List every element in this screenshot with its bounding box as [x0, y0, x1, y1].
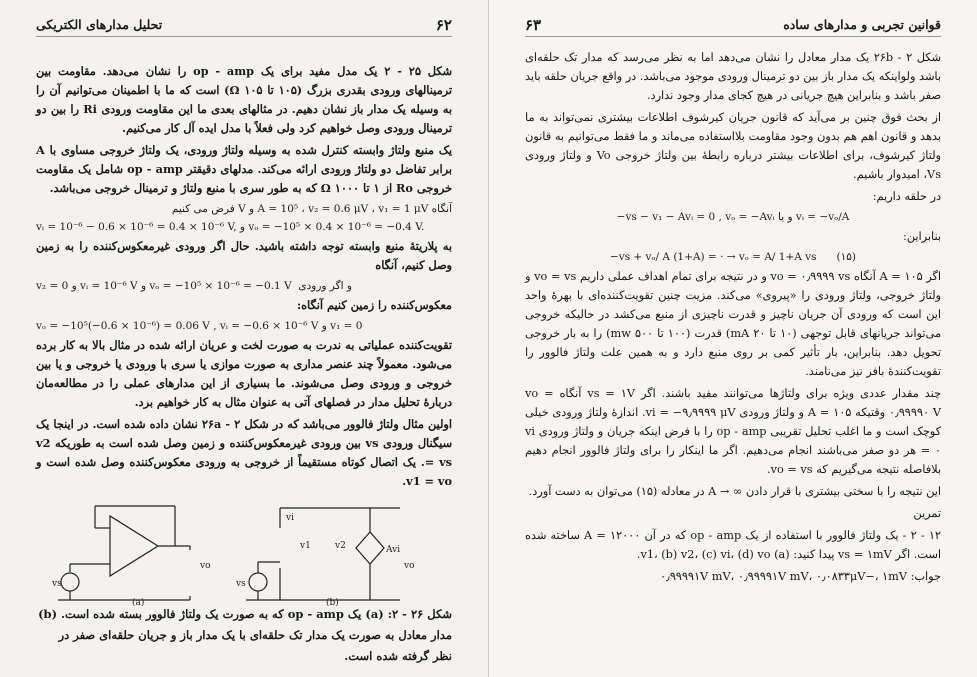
- right-page-body: [525, 48, 941, 589]
- v2-label: v2: [335, 541, 346, 551]
- paragraph: تقویت‌کننده عملیاتی به ندرت به صورت لخت و عریان ارائه شده در مثال بالا به کار برده می‌شود. معمولاً چند عنصر مداری به صورت موازی یا سری با ورودی یا خروجی و یا بین خروجی و ورودی وصل می‌شوند. ما بسیاری از این مدارهای عملی را در مطالعه‌مان دربارهٔ تحلیل مدار در فصلهای آتی به عنوان مثال به کار خواهیم برد.: [36, 338, 452, 409]
- circuit-figure: [40, 498, 430, 606]
- paragraph: یک منبع ولتاژ وابسته کنترل شده به وسیله ولتاژ ورودی، یک ولتاژ خروجی مساوی با A برابر تفاضل دو ولتاژ ورودی ارائه می‌کند. مدلهای دقیقتر op - amp شامل یک مقاومت خروجی Ro از ۱ تا ۱۰۰۰ Ω که به طور سری با منبع ولتاژ و ترمینال خروجی می‌باشد.: [36, 143, 452, 195]
- vo-label-b: vo: [404, 561, 415, 571]
- gain-label: Avi: [386, 545, 401, 555]
- exercise-answer: جواب: ۰٫۹۹۹۹۱V mV، ۰٫۹۹۹۹۱V mV، ۰٫۰۸۳۳μV−، ۱mV: [659, 570, 941, 583]
- equation-tail: و اگر ورودی: [298, 280, 352, 292]
- right-page: [489, 0, 977, 677]
- equation: vₒ = −10⁵(−0.6 × 10⁻⁶) = 0.06 V , vᵢ = −0.6 × 10⁻⁶ V و v₁ = 0: [36, 320, 363, 332]
- vs-label-a: vs: [52, 579, 62, 589]
- paragraph: اگر A = ۱۰۵ آنگاه vo = ۰٫۹۹۹۹ vs و در نتیجه برای تمام اهداف عملی داریم vo = vs و ولتاژ خروجی، ولتاژ ورودی را «پیروی» می‌کند. مزیت چنین تقویت‌کننده‌ای با بهرهٔ واحد این است که ورودی آن جریان ناچیز و قدرت ناچیزی از منبع می‌کشد در حالیکه خروجی می‌تواند جریانهای قابل توجهی (۱۰ تا ۲۰ mA) قدرت (۱۰۰ تا ۵۰۰ mw) را به بار خروجی تحویل دهد. بنابراین، بار تأثیر کمی بر روی منبع دارد و به همین علت ولتاژ فالوور را تقویت‌کنندهٔ بافر نیز می‌نامند.: [525, 270, 941, 378]
- circuit-diagram: [40, 498, 430, 606]
- left-page-body: [36, 62, 452, 494]
- running-title: تحلیل مدارهای الکتریکی: [36, 17, 163, 32]
- vs-label-b: vs: [236, 579, 246, 589]
- exercise-text: ۱۲ - ۲ - یک ولتاژ فالوور با استفاده از یک op - amp که در آن A = ۱۲۰۰۰ ساخته شده است. اگر vs = ۱mV پیدا کنید: (a) v1، (b) v2، (c) vi، (d) vo.: [525, 529, 941, 561]
- equation: [525, 249, 941, 266]
- equation-body: −vs + vₒ/ A (1+A) = · → vₒ = A/ 1+A vs: [609, 251, 817, 263]
- paragraph: بنابراین:: [902, 230, 941, 243]
- page-number: ۶۲: [435, 16, 452, 34]
- paragraph: معکوس‌کننده را زمین کنیم آنگاه:: [296, 298, 452, 312]
- paragraph: شکل ۲۶b - ۲ یک مدار معادل را نشان می‌دهد اما به نظر می‌رسد که مدار تک حلقه‌ای باشد ولواینکه یک مدار باز بین دو ترمینال ورودی موجود می‌باشد. در واقع جریان حلقه باید صفر باشد و بنابراین هیچ جریانی در هیچ کجای مدار وجود ندارد.: [525, 51, 942, 102]
- v1-label: v1: [300, 541, 311, 551]
- paragraph: به پلاریتهٔ منبع وابسته توجه داشته باشید. حال اگر ورودی غیرمعکوس‌کننده را به زمین وصل کنیم، آنگاه: [36, 239, 452, 272]
- paragraph: در حلقه داریم:: [872, 190, 941, 203]
- equation: vᵢ = 10⁻⁶ − 0.6 × 10⁻⁶ = 0.4 × 10⁻⁶ V, و vₒ = −10⁵ × 0.4 × 10⁻⁶ = −0.4 V.: [36, 221, 425, 233]
- page-number: ۶۳: [525, 16, 542, 34]
- right-page-header: [525, 14, 941, 37]
- paragraph: از بحث فوق چنین بر می‌آید که قانون جریان کیرشوف اطلاعات بیشتری نمی‌تواند به ما بدهد و قانون اهم هم بدون وجود مقاومت بلااستفاده می‌ماند و ما فقط می‌توانیم به قانون ولتاژ کیرشوف، برای اطلاعات بیشتر درباره رابطهٔ بین ولتاژ خروجی Vo و ولتاژ ورودی Vs، امیدوار باشیم.: [525, 111, 942, 181]
- dependent-source: [356, 532, 384, 564]
- opamp-triangle: [110, 516, 158, 576]
- running-title: قوانین تجربی و مدارهای ساده: [783, 17, 941, 32]
- source-circle-b: [249, 573, 267, 591]
- figure-caption: شکل ۲۶ - ۲: (a) یک op - amp که به صورت یک ولتاژ فالوور بسته شده است. (b) مدار معادل به صورت یک مدار تک حلقه‌ای با یک مدار باز و جریان حلقه‌ای صفر در نظر گرفته شده است.: [38, 607, 452, 663]
- source-circle: [61, 573, 79, 591]
- figure-label-a: (a): [132, 598, 145, 606]
- vo-label-a: vo: [200, 561, 211, 571]
- equation-number: (۱۵): [836, 251, 857, 263]
- vi-label: vi: [286, 513, 294, 523]
- figure-label-b: (b): [326, 598, 339, 606]
- paragraph: شکل ۲۵ - ۲ یک مدل مفید برای یک op - amp را نشان می‌دهد. مقاومت بین ترمینالهای ورودی بقدری بزرگ (۱۰۵ تا ۱۰۵ Ω) است که ما با اطمینان می‌توانیم آن را به وسیله یک مدار باز نشان دهیم. در مثالهای بعدی ما این مقاومت ورودی Ri را بین دو ترمینال ورودی وصل خواهیم کرد ولی فعلاً با مدل ایده آل کار می‌کنیم.: [36, 64, 452, 135]
- paragraph: چند مقدار عددی ویژه برای ولتاژها می‌توانند مفید باشند. اگر vs = ۱V آنگاه vo = ۰٫۹۹۹۹۰ V وقتیکه A = ۱۰۵ و ولتاژ ورودی vi = −۹٫۹۹۹۹ μV. اندازهٔ ولتاژ ورودی خیلی کوچک است و ما اغلب تحلیل تقریبی op - amp را با فرض اینکه جریان و ولتاژ ورودی vi = ۰ هر دو صفر می‌باشند انجام می‌دهیم. اگر ما اینکار را برای ولتاژ فالوور انجام دهیم بلافاصله نتیجه می‌گیریم که vo = vs.: [525, 387, 942, 476]
- equation: فرض می کنیم V و A = 10⁵ ، v₂ = 0.6 μV ، v₁ = 1 μV آنگاه: [171, 203, 452, 215]
- equation: [36, 278, 452, 295]
- paragraph: اولین مثال ولتاژ فالوور می‌باشد که در شکل ۲۶a - ۲ نشان داده شده است. در اینجا یک سیگنال ورودی vs بین ورودی غیرمعکوس‌کننده و زمین وصل شده است به طوریکه v2 = vs. یک اتصال کوتاه مستقیماً از خروجی به ورودی معکوس‌کننده وصل شده است و v1 = vo.: [36, 417, 453, 488]
- exercise-heading: تمرین: [913, 507, 941, 520]
- paragraph: این نتیجه را با سختی بیشتری با قرار دادن ∞ → A در معادله (۱۵) می‌توان به دست آورد.: [528, 485, 941, 498]
- equation: −vs − v₁ − Avᵢ = 0 , vₒ = −Avᵢ و یا vᵢ = −vₒ/A: [616, 211, 850, 223]
- left-page-header: [36, 14, 452, 37]
- equation-part: v₂ = 0 و vᵢ = 10⁻⁶ V و vₒ = −10⁵ × 10⁻⁶ = −0.1 V: [36, 280, 292, 292]
